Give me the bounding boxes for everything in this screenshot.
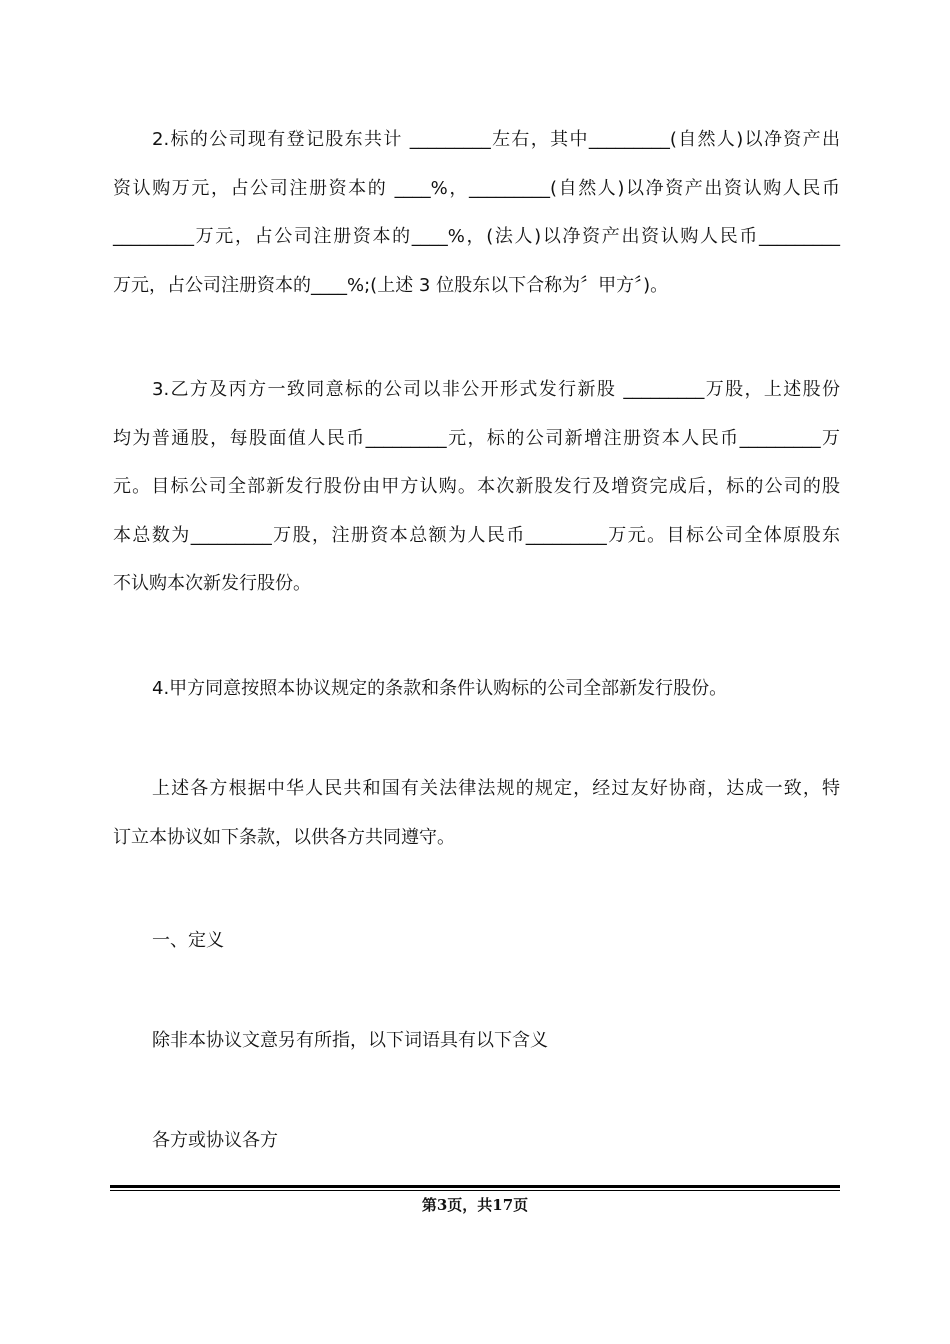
text-line: 本总数为_________万股，注册资本总额为人民币_________万元。目标公司全体原股东	[113, 524, 840, 546]
section-heading: 一、定义	[152, 930, 224, 951]
paragraph-new-shares	[113, 366, 840, 609]
footer-divider-thick	[110, 1185, 840, 1188]
text-line: _________万元，占公司注册资本的____%，(法人)以净资产出资认购人民币_________	[113, 226, 840, 247]
text-line: 4.甲方同意按照本协议规定的条款和条件认购标的公司全部新发行股份。	[152, 678, 728, 699]
text-line: 万元，占公司注册资本的____%;(上述 3 位股东以下合称为〞甲方〞)。	[113, 274, 669, 296]
definition-term: 各方或协议各方	[152, 1130, 278, 1151]
footer-divider-thin	[110, 1190, 840, 1191]
text-line: 资认购万元，占公司注册资本的 ____%，_________(自然人)以净资产出资认购人民币	[113, 177, 840, 199]
paragraph-shareholders	[113, 116, 840, 310]
text-line: 2.标的公司现有登记股东共计 _________左右，其中_________(自然人)以净资产出	[152, 129, 840, 150]
text-line: 元。目标公司全部新发行股份由甲方认购。本次新股发行及增资完成后，标的公司的股	[113, 476, 840, 497]
definition-intro: 除非本协议文意另有所指，以下词语具有以下含义	[152, 1030, 548, 1051]
text-line: 订立本协议如下条款，以供各方共同遵守。	[113, 826, 455, 848]
text-line: 不认购本次新发行股份。	[113, 573, 311, 594]
page-number: 第3页，共17页	[421, 1196, 529, 1214]
paragraph-subscription	[113, 665, 840, 714]
text-line: 3.乙方及丙方一致同意标的公司以非公开形式发行新股 _________万股，上述股份	[152, 379, 840, 400]
text-line: 均为普通股，每股面值人民币_________元，标的公司新增注册资本人民币_________万	[113, 427, 840, 449]
paragraph-agreement	[113, 765, 840, 862]
text-line: 上述各方根据中华人民共和国有关法律法规的规定，经过友好协商，达成一致，特	[152, 778, 840, 799]
